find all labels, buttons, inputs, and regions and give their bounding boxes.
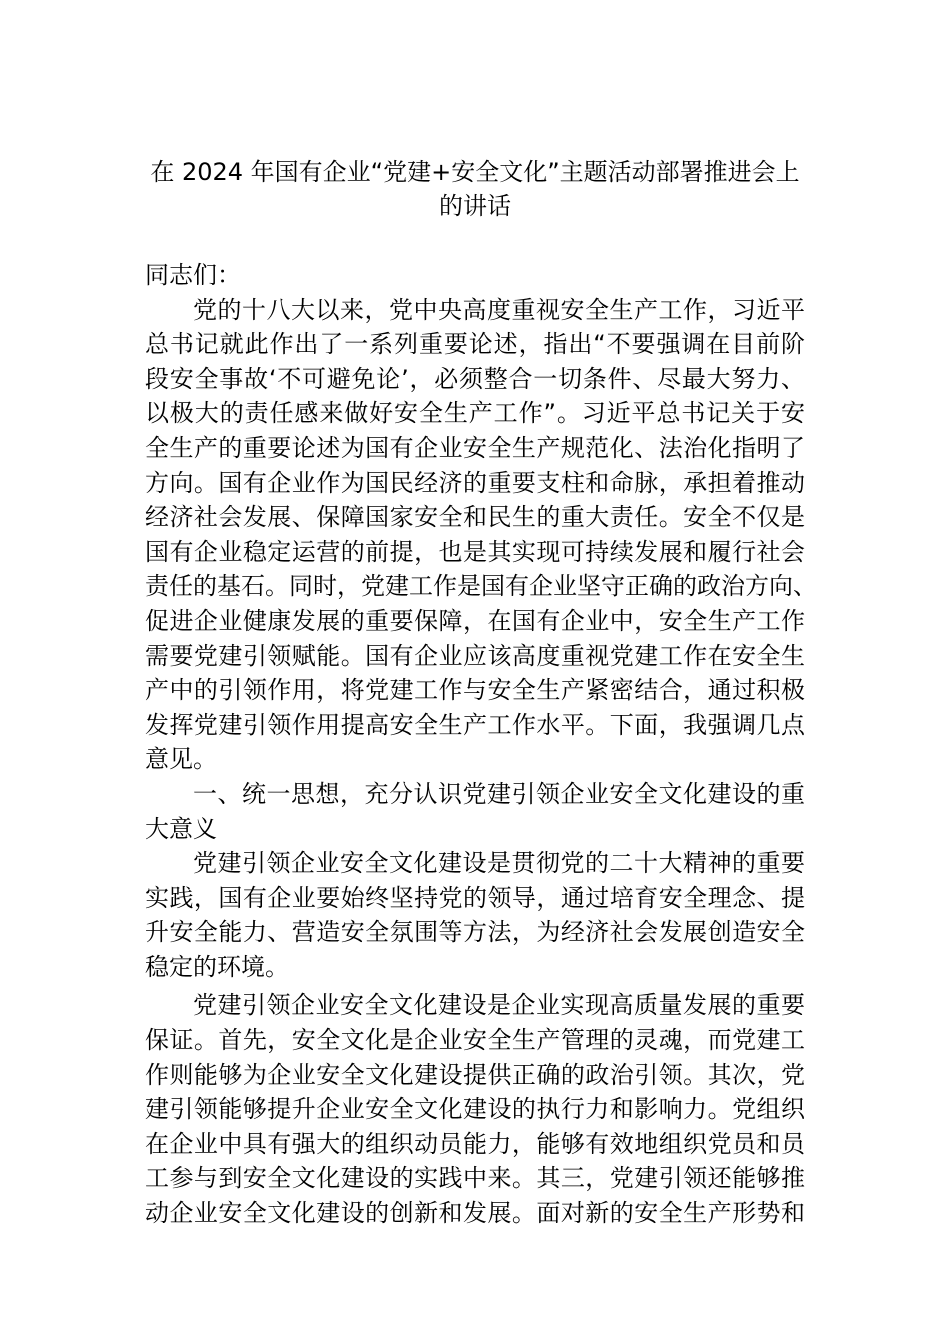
paragraph-line: 责任的基石。同时，党建工作是国有企业坚守正确的政治方向、 — [145, 572, 817, 601]
paragraph — [145, 846, 805, 984]
paragraph-line: 稳定的环境。 — [145, 952, 289, 981]
paragraph-line: 方向。国有企业作为国民经济的重要支柱和命脉，承担着推动 — [145, 468, 805, 497]
section-heading-line: 一、统一思想，充分认识党建引领企业安全文化建设的重 — [193, 779, 805, 808]
salutation: 同志们： — [145, 261, 241, 289]
paragraph-line: 在企业中具有强大的组织动员能力，能够有效地组织党员和员 — [145, 1129, 805, 1158]
paragraph-line: 总书记就此作出了一系列重要论述，指出“不要强调在目前阶 — [145, 330, 805, 359]
paragraph-line: 段安全事故‘不可避免论’，必须整合一切条件、尽最大努力、 — [145, 364, 805, 393]
paragraph-line: 党建引领企业安全文化建设是企业实现高质量发展的重要 — [193, 991, 805, 1020]
paragraph-line: 经济社会发展、保障国家安全和民生的重大责任。安全不仅是 — [145, 503, 805, 532]
paragraph-line: 全生产的重要论述为国有企业安全生产规范化、法治化指明了 — [145, 433, 805, 462]
paragraph-line: 党的十八大以来，党中央高度重视安全生产工作，习近平 — [193, 295, 805, 324]
paragraph-line: 促进企业健康发展的重要保障，在国有企业中，安全生产工作 — [145, 606, 805, 635]
paragraph-line: 以极大的责任感来做好安全生产工作”。习近平总书记关于安 — [145, 399, 805, 428]
paragraph-line: 发挥党建引领作用提高安全生产工作水平。下面，我强调几点 — [145, 710, 805, 739]
document-body — [145, 258, 817, 1231]
paragraph-line: 作则能够为企业安全文化建设提供正确的政治引领。其次，党 — [145, 1060, 805, 1089]
paragraph — [145, 293, 817, 777]
paragraph-line: 建引领能够提升企业安全文化建设的执行力和影响力。党组织 — [145, 1095, 805, 1124]
paragraph — [145, 988, 805, 1230]
paragraph-line: 党建引领企业安全文化建设是贯彻党的二十大精神的重要 — [193, 849, 805, 878]
paragraph-line: 实践，国有企业要始终坚持党的领导，通过培育安全理念、提 — [145, 883, 805, 912]
document-title-line-2: 的讲话 — [439, 192, 511, 220]
paragraph-line: 工参与到安全文化建设的实践中来。其三，党建引领还能够推 — [145, 1164, 805, 1193]
paragraph-line: 产中的引领作用，将党建工作与安全生产紧密结合，通过积极 — [145, 676, 805, 705]
section-heading — [145, 777, 805, 846]
section-heading-line: 大意义 — [145, 814, 217, 843]
paragraph-line: 动企业安全文化建设的创新和发展。面对新的安全生产形势和 — [145, 1199, 805, 1228]
paragraph-line: 保证。首先，安全文化是企业安全生产管理的灵魂，而党建工 — [145, 1026, 805, 1055]
document-title-line-1: 在 2024 年国有企业“党建+安全文化”主题活动部署推进会上 — [150, 158, 800, 186]
paragraph-line: 意见。 — [145, 745, 217, 774]
paragraph-line: 国有企业稳定运营的前提，也是其实现可持续发展和履行社会 — [145, 537, 805, 566]
paragraph-line: 升安全能力、营造安全氛围等方法，为经济社会发展创造安全 — [145, 918, 805, 947]
paragraph-line: 需要党建引领赋能。国有企业应该高度重视党建工作在安全生 — [145, 641, 805, 670]
